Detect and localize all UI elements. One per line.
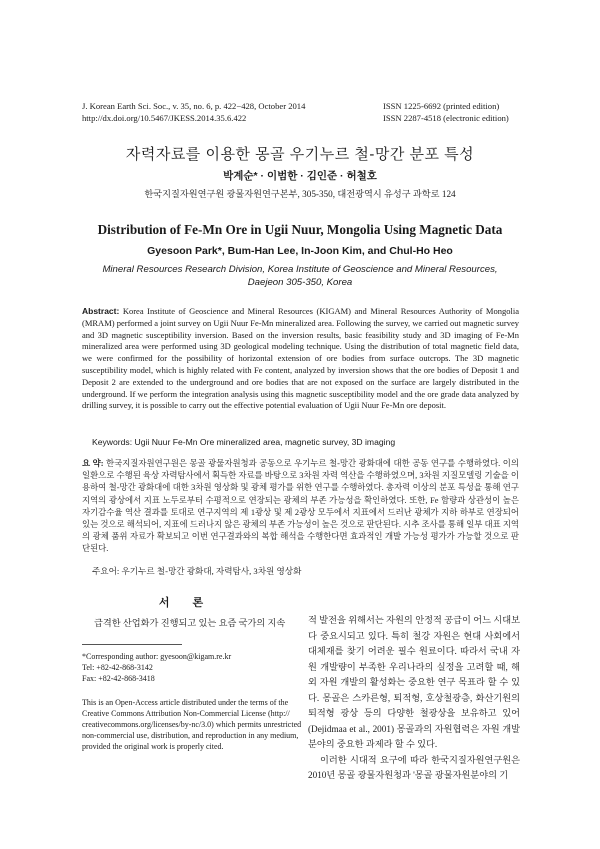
intro-left-text: 급격한 산업화가 진행되고 있는 요즘 국가의 지속 [94,618,286,628]
license-line-2: Creative Commons Attribution Non-Commercial License (http:// [82,709,290,718]
license-line-5: provided the original work is properly cited. [82,742,224,751]
affiliation-line-1: Mineral Resources Research Division, Korea Institute of Geoscience and Mineral Resources, [102,264,498,275]
corresponding-fax: Fax: +82-42-868-3418 [82,674,155,683]
intro-right-column [308,613,520,784]
intro-paragraph-1: 적 발전을 위해서는 자원의 안정적 공급이 어느 시대보다 중요시되고 있다. 특히 철강 자원은 현대 사회에서 대체재를 찾기 어려운 필수 원료이다. 따라서 국내 자원 개발량이 부족한 우리나라의 실정을 고려할 때, 해외 자원 개발의 활성화는 중요한 연구 목표라 할 수 있다. 몽골은 스카른형, 퇴적형, 호상철광층, 화산기원의 퇴적형 광상 등의 다양한 철광상을 보유하고 있어(Dejidmaa et al., 2001) 몽골과의 자원협력은 자원 개발 분야의 중요한 과제라 할 수 있다. [308,615,520,749]
english-affiliation [0,263,600,289]
english-title: Distribution of Fe-Mn Ore in Ugii Nuur, Mongolia Using Magnetic Data [97,222,503,237]
issn-header [383,100,509,124]
abstract-text: Korea Institute of Geoscience and Mineral Resources (KIGAM) and Mineral Resources Authority of Mongolia (MRAM) performed a joint survey on Ugii Nuur Fe-Mn mineralized area. Following the survey, we carried out magnetic survey and 3D magnetic susceptibility inversion. Based on the inversion results, basic feasibility study and 3D imaging of Fe-Mn mineralized area were performed using 3D geological modeling technique. Using the distribution of total magnetic field data, we were confirmed for the possibility of horizontal extension of ore bodies from surface outcrops. The 3D magnetic susceptibility model, which is highly related with Fe content, analyzed by inversion shows that the ore bodies of Deposit 1 and Deposit 2 are extended to the underground and ore bodies that are not exposed on the surface are largely distributed in the underground. If we perform the integration analysis using this magnetic susceptibility model and the ore grade data analyzed by drilling survey, it is possible to carry out the effective potential evaluation of Ugii Nuur Fe-Mn ore deposit. [82,306,519,411]
license-line-1: This is an Open-Access article distributed under the terms of the [82,698,289,707]
korean-keywords: 주요어: 우기누르 철-망간 광화대, 자력탐사, 3차원 영상화 [92,566,302,576]
summary-text: 한국지질자원연구원은 몽골 광물자원청과 공동으로 우기누르 철-망간 광화대에 대한 공동 연구를 수행하였다. 이의 일환으로 수행된 육상 자력탐사에서 획득한 자료를 바탕으로 3차원 자력 역산을 수행하였으며, 3차원 지질모델링 기술을 이용하여 철-망간 광화대에 대한 3차원 영상화 및 광체 평가를 위한 연구를 수행하였다. 총자력 이상의 분포 특성을 통해 연구지역의 광상에서 지표 노두로부터 수평적으로 연장되는 광체의 부존 가능성을 확인하였다. 또한, Fe 함량과 상관성이 높은 자기감수율 역산 결과를 토대로 연구지역의 제 1광상 및 제 2광상 모두에서 지표에서 드러난 광체가 지하 하부로 연장되어 있는 것으로 해석되어, 지표에 드러나지 않은 광체의 부존 가능성이 높은 것으로 판단된다. 시추 조사를 통해 일부 대표 지역의 광체 품위 자료가 확보되고 이번 연구결과와의 복합 해석을 수행한다면 효과적인 개발 가능성 평가가 가능할 것으로 판단된다. [82,459,519,554]
summary-label: 요 약: [82,459,104,468]
corresponding-author-footnote [82,651,294,684]
license-line-3: creativecommons.org/licenses/by-nc/3.0) which permits unrestricted [82,720,302,729]
korean-summary [82,458,519,556]
abstract [82,306,519,412]
english-authors: Gyesoon Park*, Bum-Han Lee, In-Joon Kim, and Chul-Ho Heo [147,245,453,257]
section-title-introduction: 서 론 [158,597,214,609]
affiliation-line-2: Daejeon 305-350, Korea [247,277,353,288]
corresponding-tel: Tel: +82-42-868-3142 [82,663,153,672]
issn-print: ISSN 1225-6692 (printed edition) [383,101,500,111]
korean-authors: 박계순* · 이범한 · 김인준 · 허철호 [223,170,377,182]
korean-affiliation: 한국지질자원연구원 광물자원연구본부, 305-350, 대전광역시 유성구 과학로 124 [144,189,456,199]
license-line-4: non-commercial use, distribution, and reproduction in any medium, [82,731,299,740]
intro-paragraph-2: 이러한 시대적 요구에 따라 한국지질자원연구원은 2010년 몽골 광물자원청과 '몽골 광물자원분야의 기 [308,754,520,780]
license-notice [82,697,302,752]
footnote-divider [82,644,182,645]
doi-link[interactable]: http://dx.doi.org/10.5467/JKESS.2014.35.6.422 [82,113,247,123]
issn-electronic: ISSN 2287-4518 (electronic edition) [383,113,509,123]
citation-text: J. Korean Earth Sci. Soc., v. 35, no. 6, p. 422−428, October 2014 [82,101,306,111]
english-keywords: Keywords: Ugii Nuur Fe-Mn Ore mineralized area, magnetic survey, 3D imaging [92,437,396,447]
corresponding-email: *Corresponding author: gyesoon@kigam.re.kr [82,652,232,661]
korean-title: 자력자료를 이용한 몽골 우기누르 철-망간 분포 특성 [125,146,475,163]
citation-header [82,100,305,124]
abstract-label: Abstract: [82,306,120,316]
